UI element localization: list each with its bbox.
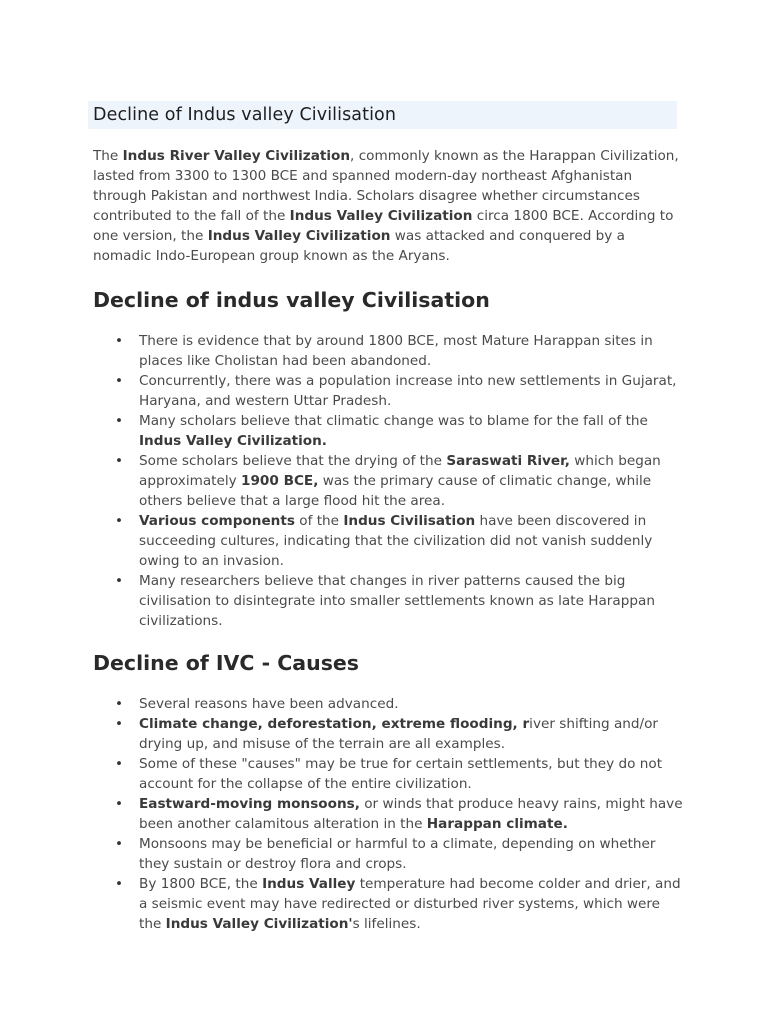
item-text: which began approximately <box>139 453 661 489</box>
intro-text: , commonly known as the Harappan Civilization, lasted from 3300 to 1300 BCE and spanned modern-day northeast Afghanistan through Pakistan and northwest India. Scholars disagree whether circumstances contributed to the fall of the <box>93 148 679 224</box>
item-bold-term: Indus Valley Civilization. <box>139 433 327 449</box>
item-bold-term: Harappan climate. <box>426 816 568 832</box>
intro-bold-term: Indus Valley Civilization <box>289 208 473 224</box>
item-bold-term: 1900 BCE, <box>241 473 319 489</box>
list-item <box>139 834 683 874</box>
item-bold-term: Indus Civilisation <box>343 513 476 529</box>
list-item <box>139 794 683 834</box>
decline-bullet-list <box>93 331 683 631</box>
list-item <box>139 451 683 511</box>
item-text: Many scholars believe that climatic change was to blame for the fall of the <box>139 413 648 429</box>
item-bold-term: Eastward-moving monsoons, <box>139 796 360 812</box>
item-text: There is evidence that by around 1800 BCE, most Mature Harappan sites in places like Cholistan had been abandoned. <box>139 333 653 369</box>
list-item <box>139 694 683 714</box>
causes-bullet-list <box>93 694 683 934</box>
section-heading-decline: Decline of indus valley Civilisation <box>93 288 490 312</box>
list-item <box>139 754 683 794</box>
item-text: Some of these "causes" may be true for certain settlements, but they do not account for the collapse of the entire civilization. <box>139 756 663 792</box>
item-bold-term: Various components <box>139 513 295 529</box>
list-item <box>139 331 683 371</box>
list-item <box>139 714 683 754</box>
item-text: have been discovered in succeeding cultures, indicating that the civilization did not vanish suddenly owing to an invasion. <box>139 513 653 569</box>
title-banner <box>88 101 677 129</box>
item-text: or winds that produce heavy rains, might have been another calamitous alteration in the <box>139 796 683 832</box>
list-item <box>139 411 683 451</box>
intro-bold-term: Indus Valley Civilization <box>207 228 391 244</box>
list-item <box>139 571 683 631</box>
section-heading-causes: Decline of IVC - Causes <box>93 651 359 675</box>
list-item <box>139 874 683 934</box>
intro-paragraph <box>93 146 683 266</box>
item-text: By 1800 BCE, the <box>139 876 263 892</box>
intro-text: was attacked and conquered by a nomadic Indo-European group known as the Aryans. <box>93 228 625 264</box>
intro-text: circa 1800 BCE. According to one version, the <box>93 208 674 244</box>
item-text: iver shifting and/or drying up, and misuse of the terrain are all examples. <box>139 716 659 752</box>
list-item <box>139 371 683 411</box>
item-text: temperature had become colder and drier, and a seismic event may have redirected or disturbed river systems, which were the <box>139 876 681 932</box>
item-bold-term: Climate change, deforestation, extreme flooding, r <box>139 716 530 732</box>
list-item <box>139 511 683 571</box>
intro-text: The <box>93 148 123 164</box>
page-title: Decline of Indus valley Civilisation <box>93 105 397 125</box>
item-text: Monsoons may be beneficial or harmful to a climate, depending on whether they sustain or destroy flora and crops. <box>139 836 656 872</box>
item-text: was the primary cause of climatic change, while others believe that a large flood hit the area. <box>139 473 652 509</box>
item-text: Several reasons have been advanced. <box>139 696 399 712</box>
intro-bold-term: Indus River Valley Civilization <box>122 148 351 164</box>
item-text: Concurrently, there was a population increase into new settlements in Gujarat, Haryana, and western Uttar Pradesh. <box>139 373 677 409</box>
item-bold-term: Indus Valley Civilization' <box>165 916 353 932</box>
item-text: of the <box>294 513 344 529</box>
item-text: s lifelines. <box>352 916 421 932</box>
item-bold-term: Saraswati River, <box>446 453 570 469</box>
item-text: Some scholars believe that the drying of the <box>139 453 447 469</box>
item-text: Many researchers believe that changes in river patterns caused the big civilisation to disintegrate into smaller settlements known as late Harappan civilizations. <box>139 573 655 629</box>
item-bold-term: Indus Valley <box>262 876 356 892</box>
